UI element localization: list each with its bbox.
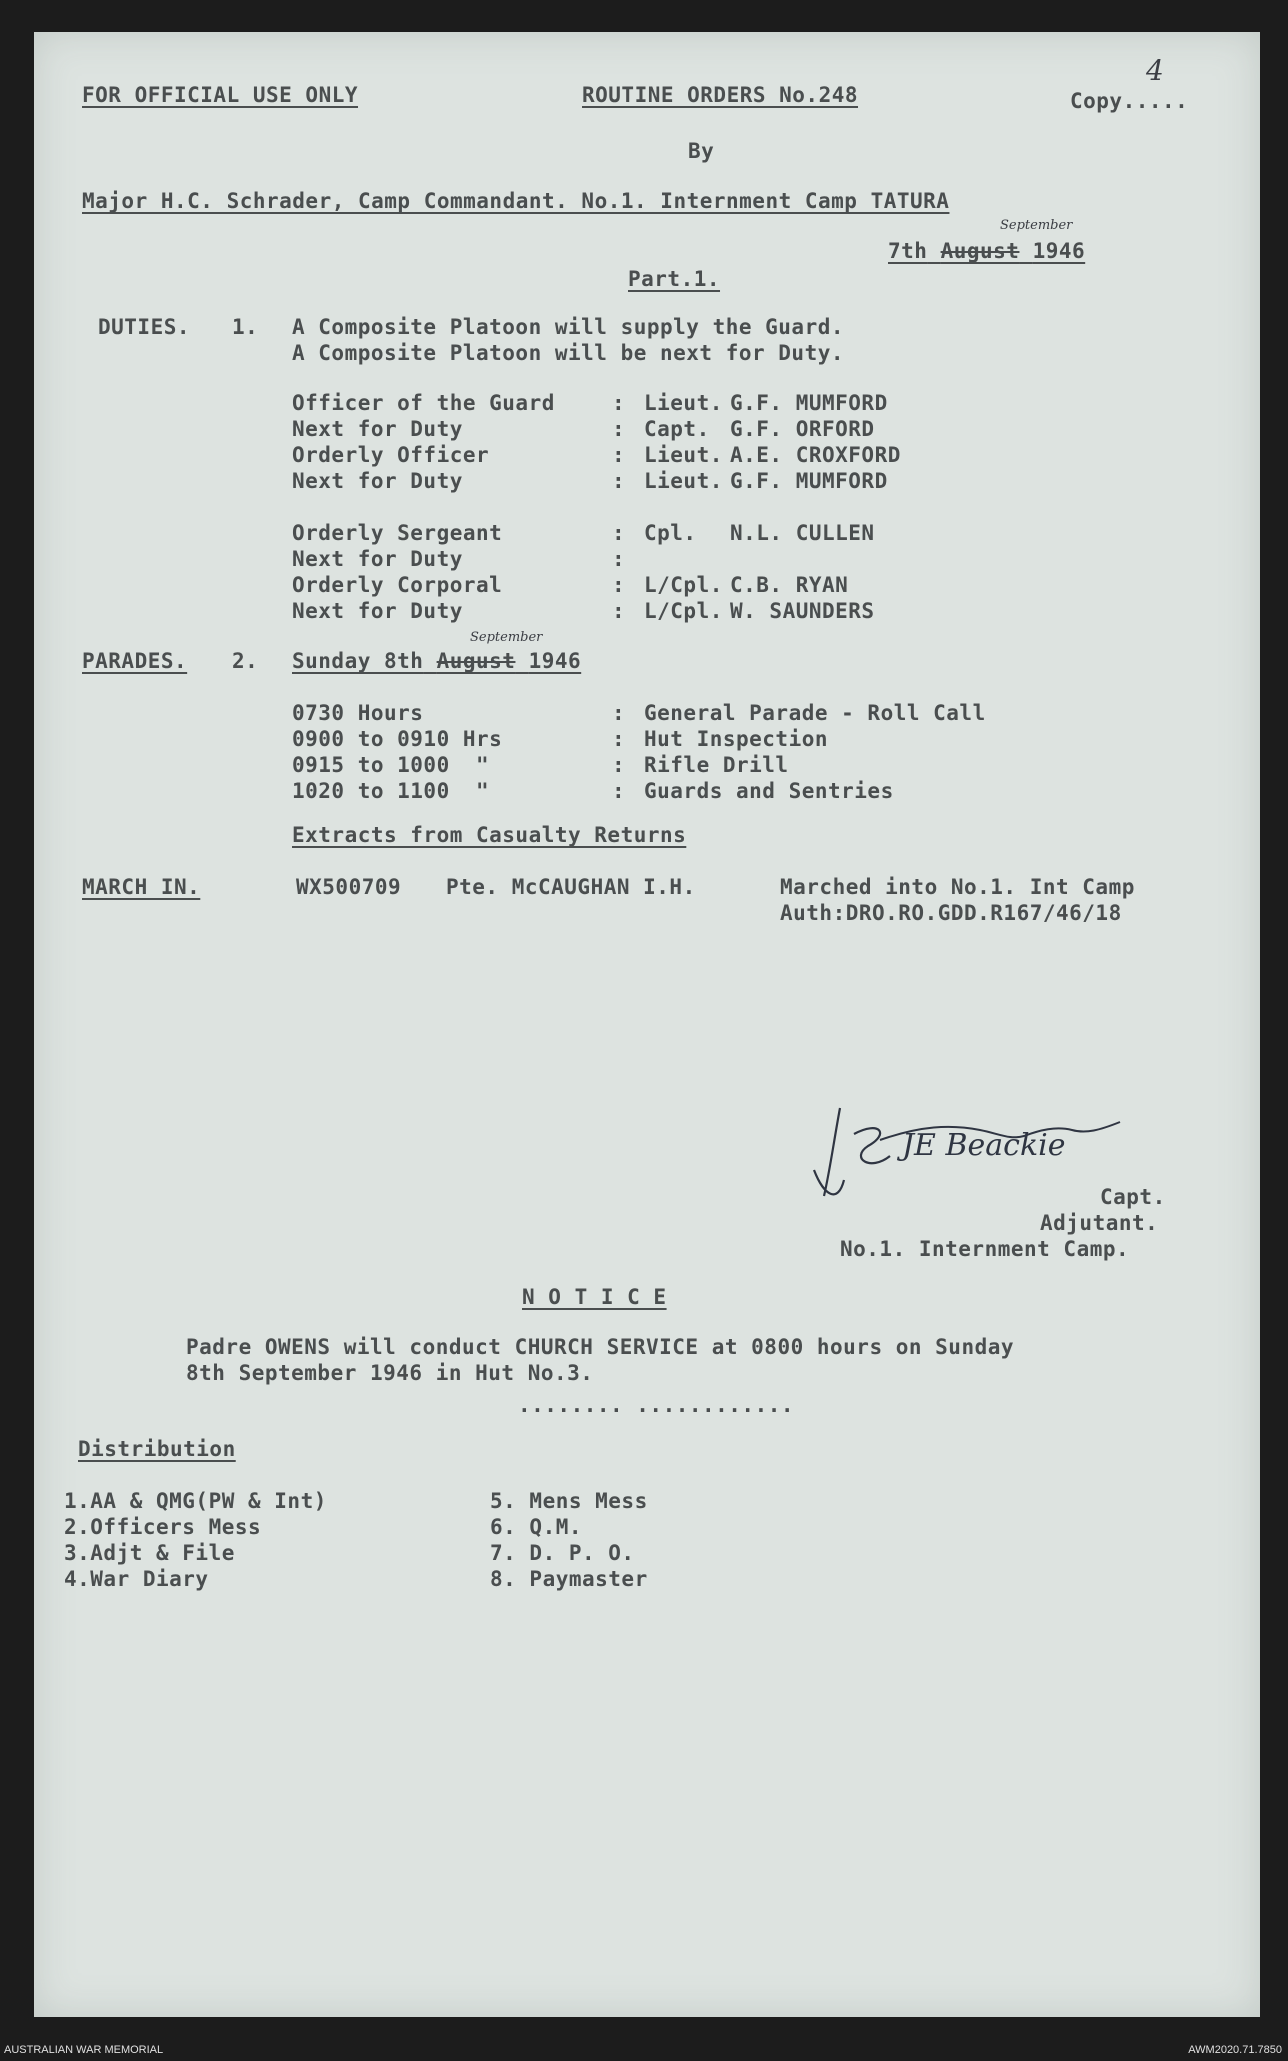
schedule-time: 0730 Hours — [292, 701, 424, 725]
roster-separator: : — [612, 547, 626, 571]
schedule-time: 0915 to 1000 " — [292, 753, 490, 777]
order-date: 7th August 1946 — [888, 239, 1086, 263]
issuer-line: Major H.C. Schrader, Camp Commandant. No.1. Internment Camp TATURA — [82, 189, 950, 213]
schedule-activity: Hut Inspection — [644, 727, 829, 751]
roster-name: G.F. MUMFORD — [730, 469, 888, 493]
part-heading: Part.1. — [628, 267, 721, 291]
schedule-separator: : — [612, 727, 626, 751]
document-page — [34, 32, 1260, 2017]
distribution-item: 3.Adjt & File — [64, 1541, 235, 1565]
march-in-action: Marched into No.1. Int Camp — [780, 875, 1135, 899]
duties-line: A Composite Platoon will supply the Guard. — [292, 315, 845, 339]
parades-number: 2. — [232, 649, 259, 673]
roster-rank: Capt. — [644, 417, 710, 441]
distribution-item: 1.AA & QMG(PW & Int) — [64, 1489, 327, 1513]
roster-name: N.L. CULLEN — [730, 521, 875, 545]
roster-rank: L/Cpl. — [644, 599, 723, 623]
march-in-label: MARCH IN. — [82, 875, 201, 899]
distribution-item: 7. D. P. O. — [490, 1541, 635, 1565]
duties-line: A Composite Platoon will be next for Duty. — [292, 341, 845, 365]
roster-rank: Lieut. — [644, 443, 723, 467]
duties-label: DUTIES. — [98, 315, 191, 339]
roster-separator: : — [612, 469, 626, 493]
archive-reference: AWM2020.71.7850 — [1188, 2044, 1282, 2056]
signature-text: JE Beackie — [902, 1128, 1066, 1163]
signatory-unit: No.1. Internment Camp. — [840, 1237, 1130, 1261]
parade-date-heading: Sunday 8th August 1946 — [292, 649, 582, 673]
parades-label: PARADES. — [82, 649, 188, 673]
roster-separator: : — [612, 599, 626, 623]
notice-divider-dots: ........ ............ — [518, 1393, 795, 1417]
roster-separator: : — [612, 573, 626, 597]
notice-line: Padre OWENS will conduct CHURCH SERVICE at 0800 hours on Sunday — [186, 1335, 1015, 1359]
march-in-authority: Auth:DRO.RO.GDD.R167/46/18 — [780, 901, 1122, 925]
distribution-item: 8. Paymaster — [490, 1567, 648, 1591]
schedule-separator: : — [612, 753, 626, 777]
signatory-rank: Capt. — [1100, 1185, 1166, 1209]
archive-credit: AUSTRALIAN WAR MEMORIAL — [4, 2044, 164, 2056]
classification-label: FOR OFFICIAL USE ONLY — [82, 83, 359, 107]
roster-separator: : — [612, 417, 626, 441]
duties-number: 1. — [232, 315, 259, 339]
roster-role: Next for Duty — [292, 417, 463, 441]
distribution-item: 5. Mens Mess — [490, 1489, 648, 1513]
distribution-item: 4.War Diary — [64, 1567, 209, 1591]
distribution-heading: Distribution — [78, 1437, 236, 1461]
parade-date-correction-handwritten: September — [470, 630, 543, 645]
roster-rank: Lieut. — [644, 469, 723, 493]
distribution-item: 2.Officers Mess — [64, 1515, 262, 1539]
schedule-separator: : — [612, 779, 626, 803]
roster-name: W. SAUNDERS — [730, 599, 875, 623]
schedule-activity: Rifle Drill — [644, 753, 789, 777]
signatory-appointment: Adjutant. — [1040, 1211, 1159, 1235]
roster-separator: : — [612, 521, 626, 545]
casualty-returns-heading: Extracts from Casualty Returns — [292, 823, 687, 847]
copy-label: Copy..... — [1070, 89, 1189, 113]
roster-rank: Lieut. — [644, 391, 723, 415]
roster-name: G.F. MUMFORD — [730, 391, 888, 415]
schedule-activity: General Parade - Roll Call — [644, 701, 986, 725]
roster-separator: : — [612, 443, 626, 467]
schedule-time: 0900 to 0910 Hrs — [292, 727, 503, 751]
struck-month: August — [436, 649, 516, 673]
roster-role: Orderly Officer — [292, 443, 490, 467]
distribution-item: 6. Q.M. — [490, 1515, 583, 1539]
schedule-time: 1020 to 1100 " — [292, 779, 490, 803]
roster-name: A.E. CROXFORD — [730, 443, 901, 467]
notice-line: 8th September 1946 in Hut No.3. — [186, 1361, 594, 1385]
notice-heading: N O T I C E — [522, 1285, 667, 1309]
soldier-name: Pte. McCAUGHAN I.H. — [446, 875, 696, 899]
copy-number-handwritten: 4 — [1146, 54, 1164, 87]
date-correction-handwritten: September — [1000, 218, 1073, 233]
roster-role: Officer of the Guard — [292, 391, 555, 415]
roster-role: Next for Duty — [292, 469, 463, 493]
roster-name: G.F. ORFORD — [730, 417, 875, 441]
struck-month: August — [940, 239, 1020, 263]
roster-role: Next for Duty — [292, 599, 463, 623]
schedule-activity: Guards and Sentries — [644, 779, 894, 803]
roster-name: C.B. RYAN — [730, 573, 849, 597]
roster-role: Orderly Sergeant — [292, 521, 503, 545]
roster-role: Orderly Corporal — [292, 573, 503, 597]
roster-rank: L/Cpl. — [644, 573, 723, 597]
roster-role: Next for Duty — [292, 547, 463, 571]
issued-by-label: By — [688, 139, 715, 163]
schedule-separator: : — [612, 701, 626, 725]
roster-rank: Cpl. — [644, 521, 697, 545]
roster-separator: : — [612, 391, 626, 415]
service-number: WX500709 — [296, 875, 402, 899]
document-title: ROUTINE ORDERS No.248 — [582, 83, 859, 107]
